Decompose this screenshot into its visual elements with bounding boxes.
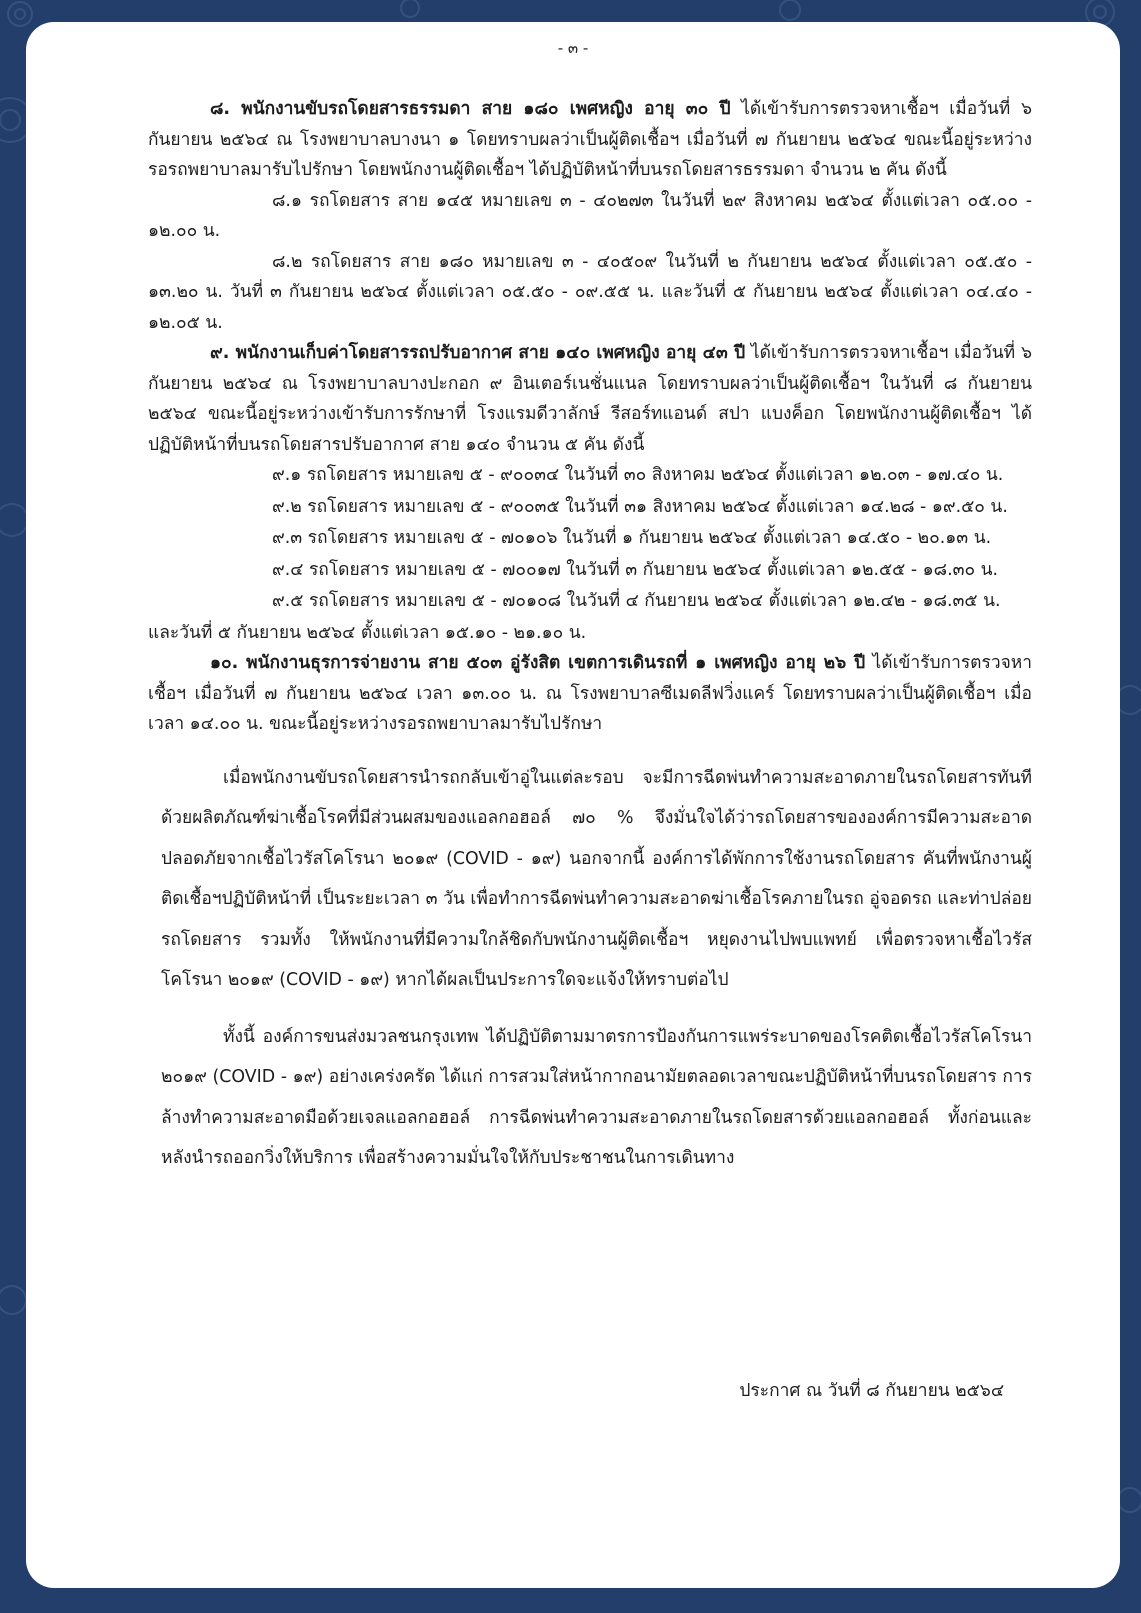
page-number: - ๓ - — [557, 39, 589, 57]
item-8-text: ได้เข้ารับการตรวจหาเชื้อฯ เมื่อวันที่ ๖ กันยายน ๒๕๖๔ ณ โรงพยาบาลบางนา ๑ โดยทราบผลว่าเป็นผู้ติดเชื้อฯ เมื่อวันที่ ๗ กันยายน ๒๕๖๔ ขณะนี้อยู่ระหว่างรอรถพยาบาลมารับไปรักษา โดยพนักงานผู้ติดเชื้อฯ ได้ปฏิบัติหน้าที่บนรถโดยสารธรรมดา จำนวน ๒ คัน ดังนี้ — [148, 99, 1032, 180]
item-9-heading: ๙. พนักงานเก็บค่าโดยสารรถปรับอากาศ สาย ๑๔๐ เพศหญิง อายุ ๔๓ ปี — [210, 343, 746, 363]
item-8-2: ๘.๒ รถโดยสาร สาย ๑๘๐ หมายเลข ๓ - ๔๐๕๐๙ ในวันที่ ๒ กันยายน ๒๕๖๔ ตั้งแต่เวลา ๐๕.๕๐ - ๑๓.๒๐ น. วันที่ ๓ กันยายน ๒๕๖๔ ตั้งแต่เวลา ๐๕.๕๐ - ๐๙.๕๕ น. และวันที่ ๕ กันยายน ๒๕๖๔ ตั้งแต่เวลา ๐๔.๔๐ - ๑๒.๐๕ น. — [148, 251, 1032, 333]
item-8-paragraph — [148, 94, 1032, 186]
document-body — [148, 94, 1032, 1179]
item-9-1: ๙.๑ รถโดยสาร หมายเลข ๕ - ๙๐๐๓๔ ในวันที่ ๓๐ สิงหาคม ๒๕๖๔ ตั้งแต่เวลา ๑๒.๐๓ - ๑๗.๔๐ น. — [272, 465, 1004, 485]
item-10-text: ได้เข้ารับการตรวจหาเชื้อฯ เมื่อวันที่ ๗ กันยายน ๒๕๖๔ เวลา ๑๓.๐๐ น. ณ โรงพยาบาลซีเมดลีฟวิ่งแคร์ โดยทราบผลว่าเป็นผู้ติดเชื้อฯ เมื่อเวลา ๑๔.๐๐ น. ขณะนี้อยู่ระหว่างรอรถพยาบาลมารับไปรักษา — [148, 653, 1032, 734]
item-9-3: ๙.๓ รถโดยสาร หมายเลข ๕ - ๗๐๑๐๖ ในวันที่ ๑ กันยายน ๒๕๖๔ ตั้งแต่เวลา ๑๔.๕๐ - ๒๐.๑๓ น. — [272, 528, 992, 548]
document-sheet — [26, 22, 1120, 1588]
item-8-1: ๘.๑ รถโดยสาร สาย ๑๔๕ หมายเลข ๓ - ๔๐๒๗๓ ในวันที่ ๒๙ สิงหาคม ๒๕๖๔ ตั้งแต่เวลา ๐๕.๐๐ - ๑๒.๐๐ น. — [148, 190, 1032, 241]
item-9-paragraph — [148, 338, 1032, 460]
item-9-text: ได้เข้ารับการตรวจหาเชื้อฯ เมื่อวันที่ ๖ กันยายน ๒๕๖๔ ณ โรงพยาบาลบางปะกอก ๙ อินเตอร์เนชั่นแนล โดยทราบผลว่าเป็นผู้ติดเชื้อฯ ในวันที่ ๘ กันยายน ๒๕๖๔ ขณะนี้อยู่ระหว่างเข้ารับการรักษาที่ โรงแรมดีวาลักษ์ รีสอร์ทแอนด์ สปา แบงค็อก โดยพนักงานผู้ติดเชื้อฯ ได้ปฏิบัติหน้าที่บนรถโดยสารปรับอากาศ สาย ๑๔๐ จำนวน ๕ คัน ดังนี้ — [148, 343, 1032, 455]
item-9-5: ๙.๕ รถโดยสาร หมายเลข ๕ - ๗๐๑๐๘ ในวันที่ ๔ กันยายน ๒๕๖๔ ตั้งแต่เวลา ๑๒.๔๒ - ๑๘.๓๕ น. — [272, 591, 1001, 611]
cleaning-paragraph: เมื่อพนักงานขับรถโดยสารนำรถกลับเข้าอู่ในแต่ละรอบ จะมีการฉีดพ่นทำความสะอาดภายในรถโดยสารทันทีด้วยผลิตภัณฑ์ฆ่าเชื้อโรคที่มีส่วนผสมของแอลกอฮอล์ ๗๐ % จึงมั่นใจได้ว่ารถโดยสารขององค์การมีความสะอาด ปลอดภัยจากเชื้อไวรัสโคโรนา ๒๐๑๙ (COVID - ๑๙) นอกจากนี้ องค์การได้พักการใช้งานรถโดยสาร คันที่พนักงานผู้ติดเชื้อฯปฏิบัติหน้าที่ เป็นระยะเวลา ๓ วัน เพื่อทำการฉีดพ่นทำความสะอาดฆ่าเชื้อโรคภายในรถ อู่จอดรถ และท่าปล่อยรถโดยสาร รวมทั้ง ให้พนักงานที่มีความใกล้ชิดกับพนักงานผู้ติดเชื้อฯ หยุดงานไปพบแพทย์ เพื่อตรวจหาเชื้อไวรัสโคโรนา ๒๐๑๙ (COVID - ๑๙) หากได้ผลเป็นประการใดจะแจ้งให้ทราบต่อไป — [161, 767, 1032, 990]
item-10-heading: ๑๐. พนักงานธุรการจ่ายงาน สาย ๕๐๓ อู่รังสิต เขตการเดินรถที่ ๑ เพศหญิง อายุ ๒๖ ปี — [210, 653, 866, 673]
item-9-5-continuation: และวันที่ ๕ กันยายน ๒๕๖๔ ตั้งแต่เวลา ๑๕.๑๐ - ๒๑.๑๐ น. — [148, 622, 587, 643]
item-9-2: ๙.๒ รถโดยสาร หมายเลข ๕ - ๙๐๐๓๕ ในวันที่ ๓๑ สิงหาคม ๒๕๖๔ ตั้งแต่เวลา ๑๔.๒๘ - ๑๙.๕๐ น. — [272, 496, 1008, 517]
item-9-4: ๙.๔ รถโดยสาร หมายเลข ๕ - ๗๐๐๑๗ ในวันที่ ๓ กันยายน ๒๕๖๔ ตั้งแต่เวลา ๑๒.๕๕ - ๑๘.๓๐ น. — [272, 559, 999, 580]
announcement-date: ประกาศ ณ วันที่ ๘ กันยายน ๒๕๖๔ — [739, 1381, 1004, 1401]
item-8-heading: ๘. พนักงานขับรถโดยสารธรรมดา สาย ๑๘๐ เพศหญิง อายุ ๓๐ ปี — [210, 99, 731, 119]
measures-paragraph: ทั้งนี้ องค์การขนส่งมวลชนกรุงเทพ ได้ปฏิบัติตามมาตรการป้องกันการแพร่ระบาดของโรคติดเชื้อไวรัสโคโรนา ๒๐๑๙ (COVID - ๑๙) อย่างเคร่งครัด ได้แก่ การสวมใส่หน้ากากอนามัยตลอดเวลาขณะปฏิบัติหน้าที่บนรถโดยสาร การล้างทำความสะอาดมือด้วยเจลแอลกอฮอล์ การฉีดพ่นทำความสะอาดภายในรถโดยสารด้วยแอลกอฮอล์ ทั้งก่อนและหลังนำรถออกวิ่งให้บริการ เพื่อสร้างความมั่นใจให้กับประชาชนในการเดินทาง — [161, 1026, 1032, 1168]
item-10-paragraph — [148, 648, 1032, 740]
